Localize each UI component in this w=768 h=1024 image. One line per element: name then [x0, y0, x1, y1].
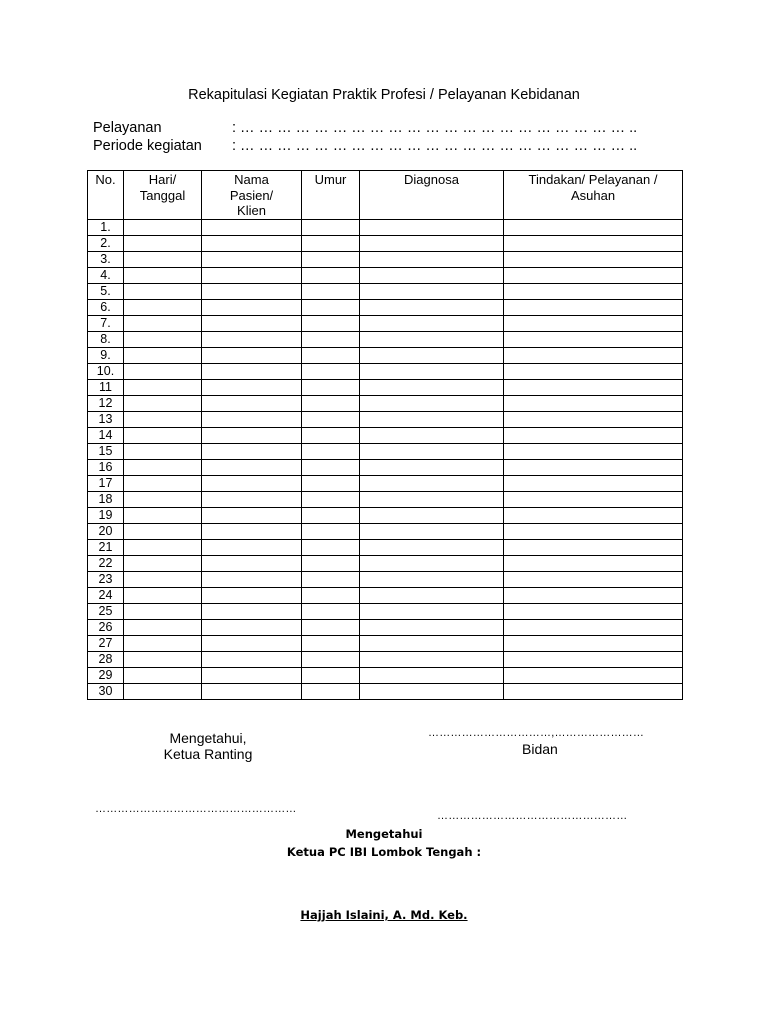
table-row — [88, 348, 683, 364]
table-cell[interactable] — [124, 508, 202, 524]
table-cell[interactable] — [302, 380, 360, 396]
table-cell[interactable] — [504, 252, 683, 268]
table-cell[interactable] — [504, 588, 683, 604]
table-cell[interactable] — [360, 332, 504, 348]
row-number: 10. — [88, 364, 124, 380]
table-cell[interactable] — [202, 492, 302, 508]
table-cell[interactable] — [504, 492, 683, 508]
table-cell[interactable] — [504, 604, 683, 620]
table-row — [88, 460, 683, 476]
table-cell[interactable] — [302, 508, 360, 524]
table-cell[interactable] — [202, 412, 302, 428]
table-cell[interactable] — [302, 652, 360, 668]
table-cell[interactable] — [302, 620, 360, 636]
table-cell[interactable] — [504, 236, 683, 252]
table-cell[interactable] — [202, 572, 302, 588]
table-cell[interactable] — [504, 220, 683, 236]
table-cell[interactable] — [360, 540, 504, 556]
table-cell[interactable] — [302, 396, 360, 412]
table-cell[interactable] — [504, 428, 683, 444]
table-cell[interactable] — [504, 524, 683, 540]
table-cell[interactable] — [202, 540, 302, 556]
table-header-cell: Diagnosa — [360, 171, 504, 220]
table-cell[interactable] — [124, 348, 202, 364]
sig-place-date-blank[interactable]: ……………………………,…………………… — [428, 727, 645, 739]
table-cell[interactable] — [124, 588, 202, 604]
table-cell[interactable] — [202, 332, 302, 348]
table-cell[interactable] — [124, 668, 202, 684]
table-row — [88, 412, 683, 428]
table-cell[interactable] — [360, 652, 504, 668]
table-cell[interactable] — [360, 476, 504, 492]
table-cell[interactable] — [360, 444, 504, 460]
table-cell[interactable] — [202, 316, 302, 332]
table-cell[interactable] — [504, 556, 683, 572]
table-cell[interactable] — [202, 284, 302, 300]
table-cell[interactable] — [360, 316, 504, 332]
table-cell[interactable] — [302, 668, 360, 684]
table-row — [88, 300, 683, 316]
table-cell[interactable] — [124, 636, 202, 652]
table-cell[interactable] — [504, 460, 683, 476]
table-cell[interactable] — [504, 636, 683, 652]
row-number: 30 — [88, 684, 124, 700]
table-cell[interactable] — [504, 476, 683, 492]
row-number: 26 — [88, 620, 124, 636]
table-cell[interactable] — [302, 220, 360, 236]
table-cell[interactable] — [360, 620, 504, 636]
row-number: 20 — [88, 524, 124, 540]
table-cell[interactable] — [202, 428, 302, 444]
bottom-mengetahui: Mengetahui — [345, 827, 423, 841]
table-cell[interactable] — [504, 620, 683, 636]
row-number: 27 — [88, 636, 124, 652]
table-cell[interactable] — [360, 348, 504, 364]
table-cell[interactable] — [360, 572, 504, 588]
table-row — [88, 524, 683, 540]
table-cell[interactable] — [302, 332, 360, 348]
table-row — [88, 316, 683, 332]
table-cell[interactable] — [302, 604, 360, 620]
table-cell[interactable] — [124, 332, 202, 348]
table-row — [88, 252, 683, 268]
table-cell[interactable] — [202, 252, 302, 268]
table-cell[interactable] — [504, 668, 683, 684]
table-cell[interactable] — [360, 300, 504, 316]
table-row — [88, 620, 683, 636]
row-number: 13 — [88, 412, 124, 428]
table-cell[interactable] — [302, 636, 360, 652]
table-cell[interactable] — [302, 252, 360, 268]
table-cell[interactable] — [124, 492, 202, 508]
table-cell[interactable] — [202, 444, 302, 460]
table-cell[interactable] — [124, 572, 202, 588]
table-cell[interactable] — [124, 380, 202, 396]
table-cell[interactable] — [202, 636, 302, 652]
row-number: 21 — [88, 540, 124, 556]
table-row — [88, 540, 683, 556]
table-cell[interactable] — [360, 380, 504, 396]
row-number: 28 — [88, 652, 124, 668]
table-cell[interactable] — [202, 380, 302, 396]
field-pelayanan-label: Pelayanan — [93, 120, 162, 136]
field-periode-label: Periode kegiatan — [93, 138, 202, 154]
table-cell[interactable] — [302, 412, 360, 428]
table-row — [88, 668, 683, 684]
row-number: 23 — [88, 572, 124, 588]
table-cell[interactable] — [504, 540, 683, 556]
table-cell[interactable] — [360, 636, 504, 652]
row-number: 2. — [88, 236, 124, 252]
table-row — [88, 284, 683, 300]
table-cell[interactable] — [504, 508, 683, 524]
table-cell[interactable] — [124, 620, 202, 636]
signature-line-right[interactable]: …………………………………………… — [437, 810, 628, 822]
row-number: 17 — [88, 476, 124, 492]
table-cell[interactable] — [202, 684, 302, 700]
table-row — [88, 380, 683, 396]
bottom-signatory-name: Hajjah Islaini, A. Md. Keb. — [300, 908, 468, 922]
row-number: 5. — [88, 284, 124, 300]
table-cell[interactable] — [124, 460, 202, 476]
table-header-cell: Nama Pasien/ Klien — [202, 171, 302, 220]
table-cell[interactable] — [302, 492, 360, 508]
field-periode-value[interactable]: : … … … … … … … … … … … … … … … … … … … … … .. — [232, 138, 638, 154]
table-row — [88, 636, 683, 652]
row-number: 11 — [88, 380, 124, 396]
table-header-cell: Hari/ Tanggal — [124, 171, 202, 220]
row-number: 19 — [88, 508, 124, 524]
table-cell[interactable] — [202, 348, 302, 364]
table-cell[interactable] — [302, 588, 360, 604]
table-cell[interactable] — [202, 524, 302, 540]
table-cell[interactable] — [124, 236, 202, 252]
table-cell[interactable] — [302, 476, 360, 492]
row-number: 7. — [88, 316, 124, 332]
row-number: 18 — [88, 492, 124, 508]
table-row — [88, 332, 683, 348]
table-cell[interactable] — [360, 252, 504, 268]
table-cell[interactable] — [202, 476, 302, 492]
table-cell[interactable] — [504, 284, 683, 300]
table-cell[interactable] — [202, 604, 302, 620]
signature-ketua-ranting — [148, 730, 268, 762]
table-header-row — [88, 171, 683, 220]
table-cell[interactable] — [504, 268, 683, 284]
table-cell[interactable] — [360, 668, 504, 684]
table-cell[interactable] — [124, 300, 202, 316]
table-cell[interactable] — [504, 444, 683, 460]
table-cell[interactable] — [124, 364, 202, 380]
table-cell[interactable] — [302, 540, 360, 556]
table-cell[interactable] — [504, 572, 683, 588]
row-number: 22 — [88, 556, 124, 572]
table-cell[interactable] — [360, 556, 504, 572]
table-row — [88, 364, 683, 380]
table-cell[interactable] — [360, 220, 504, 236]
table-cell[interactable] — [124, 652, 202, 668]
table-row — [88, 236, 683, 252]
recap-table — [87, 170, 683, 700]
table-header-cell: No. — [88, 171, 124, 220]
table-cell[interactable] — [302, 284, 360, 300]
table-row — [88, 652, 683, 668]
table-cell[interactable] — [360, 364, 504, 380]
table-cell[interactable] — [504, 684, 683, 700]
table-header-cell: Umur — [302, 171, 360, 220]
table-row — [88, 220, 683, 236]
table-cell[interactable] — [124, 284, 202, 300]
table-cell[interactable] — [302, 236, 360, 252]
table-cell[interactable] — [302, 268, 360, 284]
table-cell[interactable] — [302, 300, 360, 316]
table-cell[interactable] — [504, 332, 683, 348]
table-cell[interactable] — [360, 508, 504, 524]
table-cell[interactable] — [124, 604, 202, 620]
table-row — [88, 508, 683, 524]
table-cell[interactable] — [360, 284, 504, 300]
table-cell[interactable] — [124, 268, 202, 284]
table-cell[interactable] — [202, 508, 302, 524]
row-number: 9. — [88, 348, 124, 364]
row-number: 8. — [88, 332, 124, 348]
table-cell[interactable] — [124, 220, 202, 236]
table-cell[interactable] — [124, 316, 202, 332]
table-cell[interactable] — [302, 460, 360, 476]
table-cell[interactable] — [124, 252, 202, 268]
table-cell[interactable] — [202, 668, 302, 684]
row-number: 4. — [88, 268, 124, 284]
table-cell[interactable] — [504, 380, 683, 396]
table-body — [88, 220, 683, 700]
table-cell[interactable] — [360, 684, 504, 700]
table-cell[interactable] — [202, 556, 302, 572]
table-cell[interactable] — [124, 556, 202, 572]
sig-bidan-label: Bidan — [522, 741, 558, 757]
row-number: 29 — [88, 668, 124, 684]
table-cell[interactable] — [360, 492, 504, 508]
table-cell[interactable] — [202, 268, 302, 284]
table-cell[interactable] — [302, 572, 360, 588]
table-cell[interactable] — [302, 364, 360, 380]
table-cell[interactable] — [302, 428, 360, 444]
table-cell[interactable] — [360, 428, 504, 444]
table-cell[interactable] — [360, 396, 504, 412]
row-number: 24 — [88, 588, 124, 604]
sig-left-line1: Mengetahui, — [169, 730, 247, 746]
sig-left-line2: Ketua Ranting — [163, 746, 253, 762]
table-cell[interactable] — [504, 300, 683, 316]
table-cell[interactable] — [302, 444, 360, 460]
table-cell[interactable] — [302, 556, 360, 572]
table-cell[interactable] — [124, 444, 202, 460]
table-cell[interactable] — [202, 220, 302, 236]
table-cell[interactable] — [202, 588, 302, 604]
table-cell[interactable] — [202, 460, 302, 476]
table-cell[interactable] — [360, 604, 504, 620]
table-cell[interactable] — [504, 364, 683, 380]
table-cell[interactable] — [202, 364, 302, 380]
signature-line-left[interactable]: ……………………………………………… — [95, 803, 297, 815]
table-cell[interactable] — [202, 652, 302, 668]
table-cell[interactable] — [124, 428, 202, 444]
table-row — [88, 444, 683, 460]
table-row — [88, 268, 683, 284]
table-cell[interactable] — [302, 348, 360, 364]
table-cell[interactable] — [124, 396, 202, 412]
table-cell[interactable] — [504, 396, 683, 412]
table-row — [88, 604, 683, 620]
table-cell[interactable] — [360, 588, 504, 604]
table-cell[interactable] — [360, 236, 504, 252]
table-cell[interactable] — [124, 524, 202, 540]
table-cell[interactable] — [360, 460, 504, 476]
row-number: 14 — [88, 428, 124, 444]
table-row — [88, 684, 683, 700]
table-row — [88, 572, 683, 588]
table-cell[interactable] — [302, 524, 360, 540]
table-row — [88, 492, 683, 508]
bottom-ketua-pc: Ketua PC IBI Lombok Tengah : — [286, 845, 482, 859]
table-cell[interactable] — [302, 684, 360, 700]
row-number: 6. — [88, 300, 124, 316]
table-cell[interactable] — [202, 620, 302, 636]
table-cell[interactable] — [504, 348, 683, 364]
row-number: 15 — [88, 444, 124, 460]
table-header-cell: Tindakan/ Pelayanan / Asuhan — [504, 171, 683, 220]
row-number: 16 — [88, 460, 124, 476]
document-title: Rekapitulasi Kegiatan Praktik Profesi / Pelayanan Kebidanan — [188, 87, 580, 103]
table-row — [88, 476, 683, 492]
table-cell[interactable] — [504, 412, 683, 428]
table-cell[interactable] — [202, 236, 302, 252]
table-cell[interactable] — [504, 652, 683, 668]
table-cell[interactable] — [124, 476, 202, 492]
table-row — [88, 396, 683, 412]
table-row — [88, 588, 683, 604]
table-cell[interactable] — [302, 316, 360, 332]
table-cell[interactable] — [504, 316, 683, 332]
field-pelayanan — [93, 120, 637, 136]
table-row — [88, 556, 683, 572]
table-cell[interactable] — [124, 684, 202, 700]
table-cell[interactable] — [202, 396, 302, 412]
table-cell[interactable] — [360, 268, 504, 284]
table-cell[interactable] — [360, 412, 504, 428]
field-pelayanan-value[interactable]: : … … … … … … … … … … … … … … … … … … … … … .. — [232, 120, 638, 136]
row-number: 3. — [88, 252, 124, 268]
table-cell[interactable] — [124, 540, 202, 556]
row-number: 1. — [88, 220, 124, 236]
table-cell[interactable] — [360, 524, 504, 540]
row-number: 12 — [88, 396, 124, 412]
row-number: 25 — [88, 604, 124, 620]
field-periode-kegiatan — [93, 138, 637, 154]
table-row — [88, 428, 683, 444]
table-cell[interactable] — [124, 412, 202, 428]
table-cell[interactable] — [202, 300, 302, 316]
